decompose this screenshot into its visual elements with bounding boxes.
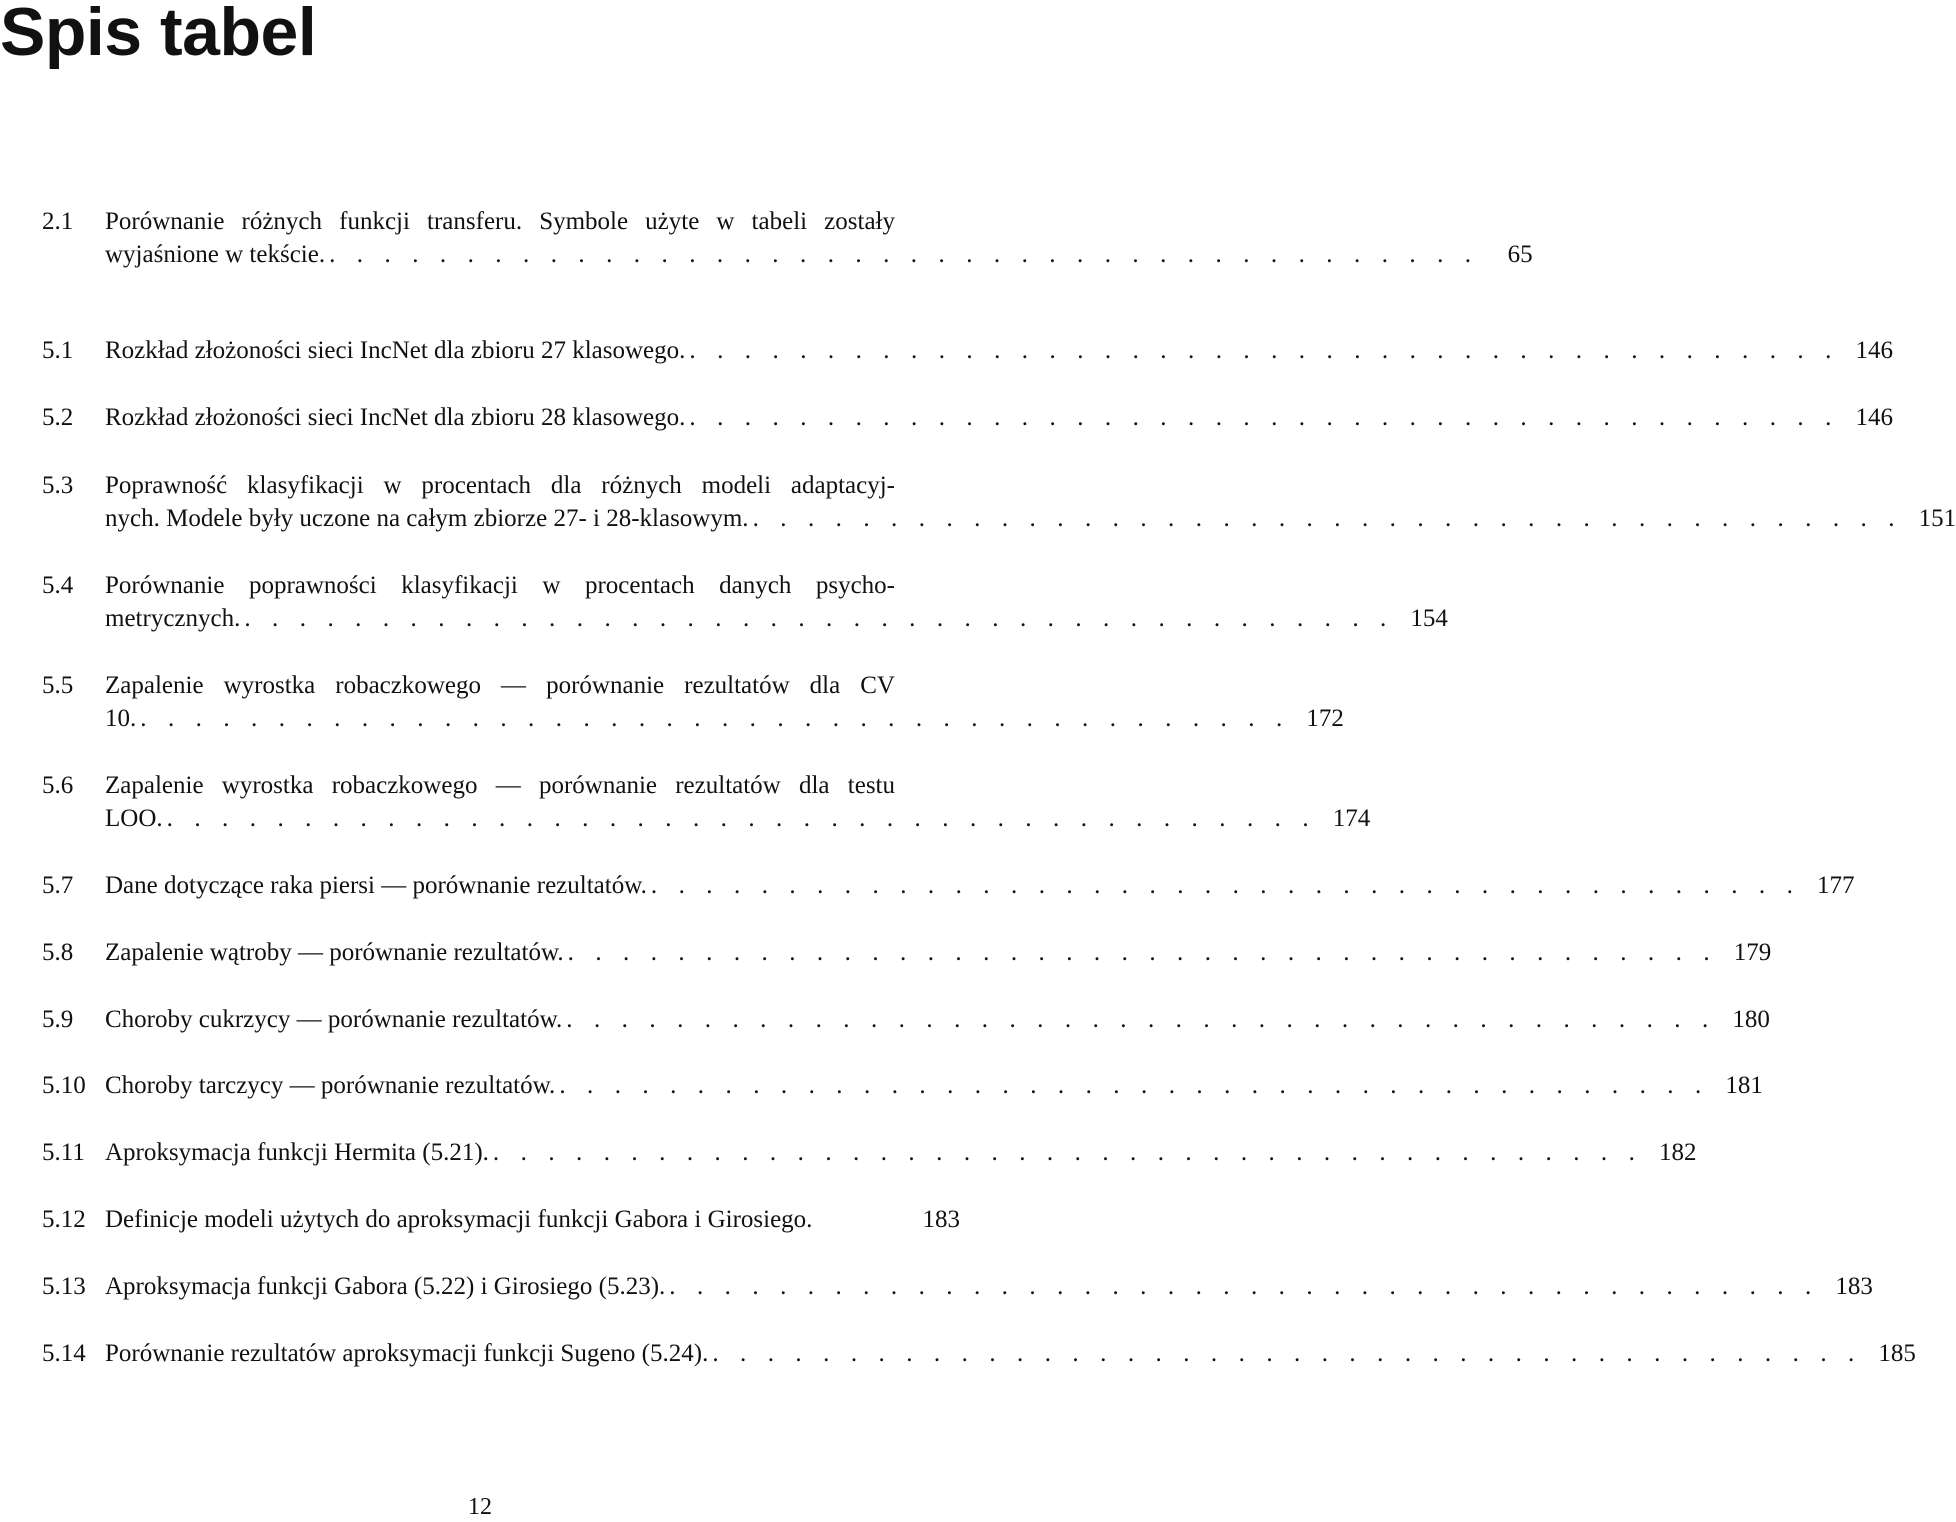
entry-caption: Dane dotyczące raka piersi — porównanie rezultatów. — [105, 872, 647, 899]
entry-page[interactable]: 146 — [1855, 404, 1893, 431]
entry-caption-cont: nych. Modele były uczone na całym zbiorze 27- i 28-klasowym. — [105, 505, 749, 532]
entry-line-1 — [105, 334, 1893, 367]
entry-number: 5.13 — [42, 1273, 86, 1300]
entry-page[interactable]: 182 — [1658, 1139, 1697, 1166]
entry-line-2 — [105, 802, 1371, 835]
entry-line-1 — [105, 869, 1855, 902]
entry-caption: Poprawność klasyfikacji w procentach dla różnych modeli adaptacyj- — [105, 472, 895, 499]
entry-caption: Rozkład złożoności sieci IncNet dla zbioru 27 klasowego. — [105, 337, 686, 364]
entry-caption: Definicje modeli użytych do aproksymacji funkcji Gabora i Girosiego. — [105, 1206, 813, 1233]
entry-number: 5.2 — [42, 404, 74, 431]
entry-caption: Porównanie poprawności klasyfikacji w procentach danych psycho- — [105, 572, 895, 599]
entry-line-1 — [105, 669, 960, 702]
entry-caption-cont: metrycznych. — [105, 605, 241, 632]
entry-caption-cont: wyjaśnione w tekście. — [105, 241, 326, 268]
entry-number: 5.1 — [42, 337, 74, 364]
entry-caption-cont: 10. — [105, 705, 137, 732]
leader-dots: . . . . . . . . . . . . . . . . . . . . . . . . . . . . . . . . . . . . . . . . . . — [244, 605, 1394, 632]
entry-page[interactable]: 183 — [1835, 1273, 1873, 1300]
entry-page[interactable]: 65 — [1507, 241, 1533, 268]
entry-line-1 — [105, 1069, 1763, 1102]
entry-number: 5.8 — [42, 939, 74, 966]
entry-line-1 — [105, 205, 960, 238]
entry-line-1 — [105, 1337, 1916, 1370]
entry-page[interactable]: 179 — [1733, 939, 1772, 966]
entry-number: 5.4 — [42, 572, 74, 599]
entry-page[interactable]: 185 — [1878, 1340, 1916, 1367]
entry-number: 5.12 — [42, 1206, 86, 1233]
page-title: Spis tabel — [0, 0, 317, 70]
entry-page[interactable]: 174 — [1332, 805, 1371, 832]
entry-number: 5.9 — [42, 1006, 74, 1033]
entry-number: 5.11 — [42, 1139, 85, 1166]
entry-number: 2.1 — [42, 208, 74, 235]
entry-line-1 — [105, 1003, 1770, 1036]
leader-dots: . . . . . . . . . . . . . . . . . . . . . . . . . . . . . . . . . . . . . . . . . . — [669, 1273, 1819, 1300]
entry-line-1 — [105, 1270, 1873, 1303]
leader-dots: . . . . . . . . . . . . . . . . . . . . . . . . . . . . . . . . . . . . . . . . . . — [140, 705, 1290, 732]
entry-number: 5.5 — [42, 672, 74, 699]
leader-dots: . . . . . . . . . . . . . . . . . . . . . . . . . . . . . . . . . . . . . . . . . . — [566, 1006, 1716, 1033]
entry-caption: Zapalenie wątroby — porównanie rezultatów. — [105, 939, 564, 966]
leader-dots: . . . . . . . . . . . . . . . . . . . . . . . . . . . . . . . . . . . . . . . . . . — [752, 505, 1903, 532]
entry-page[interactable]: 181 — [1725, 1072, 1763, 1099]
entry-caption: Choroby cukrzycy — porównanie rezultatów. — [105, 1006, 563, 1033]
leader-dots: . . . . . . . . . . . . . . . . . . . . . . . . . . . . . . . . . . . . . . . . . . — [689, 337, 1839, 364]
leader-dots: . . . . . . . . . . . . . . . . . . . . . . . . . . . . . . . . . . . . . . . . . . — [650, 872, 1801, 899]
entry-page[interactable]: 146 — [1855, 337, 1893, 364]
leader-dots: . . . . . . . . . . . . . . . . . . . . . . . . . . . . . . . . . . . . . . . . . . — [712, 1340, 1862, 1367]
entry-page[interactable]: 180 — [1732, 1006, 1770, 1033]
leader-dots: . . . . . . . . . . . . . . . . . . . . . . . . . . . . . . . . . . . . . . . . . . — [567, 939, 1718, 966]
entry-line-2 — [105, 502, 1956, 535]
entry-caption: Zapalenie wyrostka robaczkowego — porównanie rezultatów dla CV — [105, 672, 895, 699]
leader-dots: . . . . . . . . . . . . . . . . . . . . . . . . . . . . . . . . . . . . . . . . . . — [559, 1072, 1709, 1099]
entry-caption-cont: LOO. — [105, 805, 163, 832]
leader-dots: . . . . . . . . . . . . . . . . . . . . . . . . . . . . . . . . . . . . . . . . . . — [329, 241, 1479, 268]
entry-page[interactable]: 151 — [1918, 505, 1956, 532]
entry-page[interactable]: 177 — [1816, 872, 1855, 899]
entry-line-1 — [105, 936, 1772, 969]
entry-line-1 — [105, 569, 960, 602]
entry-line-2 — [105, 602, 1448, 635]
entry-number: 5.14 — [42, 1340, 86, 1367]
leader-dots: . . . . . . . . . . . . . . . . . . . . . . . . . . . . . . . . . . . . . . . . . . — [689, 404, 1839, 431]
entry-page[interactable]: 154 — [1410, 605, 1448, 632]
entry-caption: Aproksymacja funkcji Hermita (5.21). — [105, 1139, 489, 1166]
leader-dots: . . . . . . . . . . . . . . . . . . . . . . . . . . . . . . . . . . . . . . . . . . — [492, 1139, 1643, 1166]
entry-line-1 — [105, 1203, 960, 1236]
entry-caption: Rozkład złożoności sieci IncNet dla zbioru 28 klasowego. — [105, 404, 686, 431]
entry-caption: Porównanie różnych funkcji transferu. Symbole użyte w tabeli zostały — [105, 208, 895, 235]
entry-line-1 — [105, 769, 960, 802]
leader-dots: . . . . . . . . . . . . . . . . . . . . . . . . . . . . . . . . . . . . . . . . . . — [166, 805, 1317, 832]
entry-line-1 — [105, 469, 960, 502]
entry-line-1 — [105, 1136, 1697, 1169]
entry-caption: Aproksymacja funkcji Gabora (5.22) i Girosiego (5.23). — [105, 1273, 666, 1300]
entry-line-2 — [105, 702, 1344, 735]
entry-page[interactable]: 172 — [1306, 705, 1344, 732]
entry-line-2 — [105, 238, 1533, 271]
entry-caption: Zapalenie wyrostka robaczkowego — porównanie rezultatów dla testu — [105, 772, 895, 799]
entry-caption: Choroby tarczycy — porównanie rezultatów. — [105, 1072, 556, 1099]
entry-page[interactable]: 183 — [922, 1206, 960, 1233]
page-number: 12 — [468, 1494, 492, 1520]
entry-number: 5.6 — [42, 772, 74, 799]
entry-line-1 — [105, 401, 1893, 434]
entry-caption: Porównanie rezultatów aproksymacji funkcji Sugeno (5.24). — [105, 1340, 709, 1367]
entry-number: 5.10 — [42, 1072, 86, 1099]
entry-number: 5.3 — [42, 472, 74, 499]
entry-number: 5.7 — [42, 872, 74, 899]
